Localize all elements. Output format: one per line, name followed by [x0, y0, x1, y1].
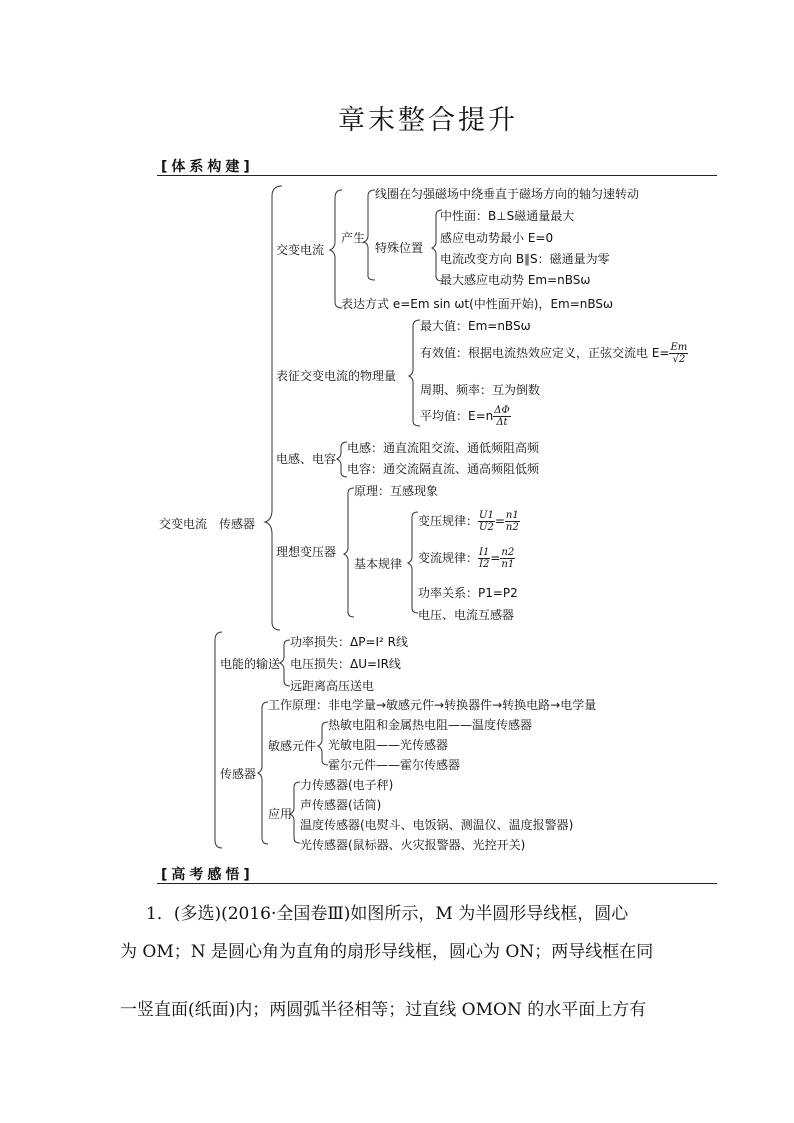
node-special: 特殊位置	[375, 241, 424, 255]
leaf-force: 力传感器(电子秤)	[300, 778, 394, 792]
leaf-temp: 温度传感器(电熨斗、电饭锅、测温仪、温度报警器)	[300, 818, 574, 832]
leaf-neutral: 中性面：B⊥S磁通量最大	[440, 209, 575, 223]
question-line: 1．(多选)(2016·全国卷Ⅲ)如图所示，M 为半圆形导线框，圆心	[146, 904, 629, 924]
section-exam-heading: [高考感悟]	[161, 867, 254, 883]
brace-lc	[337, 442, 347, 477]
leaf-principle: 原理：互感现象	[354, 484, 439, 498]
brace-quantities	[409, 320, 420, 426]
brace-generate	[364, 190, 375, 280]
leaf-period: 周期、频率：互为倒数	[420, 383, 541, 397]
brace-ac	[330, 190, 342, 308]
question-line: 为 OM；N 是圆心角为直角的扇形导线框，圆心为 ON；两导线框在同	[120, 942, 654, 962]
section-system-heading: [体系构建]	[161, 159, 254, 175]
leaf-u-loss: 电压损失：ΔU=IR线	[290, 657, 401, 671]
node-quantities: 表征交变电流的物理量	[276, 369, 397, 383]
leaf-emf-max: 最大感应电动势 Em=nBSω	[440, 273, 591, 287]
leaf-power-rel: 功率关系：P1=P2	[418, 586, 518, 600]
leaf-gen-rule: 线圈在匀强磁场中绕垂直于磁场方向的轴匀速转动	[375, 187, 640, 201]
node-transmission: 电能的输送	[220, 657, 281, 671]
leaf-dir-change: 电流改变方向 B∥S：磁通量为零	[440, 252, 610, 266]
node-generate: 产生	[341, 231, 366, 245]
leaf-light: 光传感器(鼠标器、火灾报警器、光控开关)	[300, 838, 526, 852]
leaf-p-loss: 功率损失：ΔP=I² R线	[290, 635, 409, 649]
leaf-expr: 表达方式 e=Em sin ωt(中性面开始)，Em=nBSω	[341, 297, 614, 311]
node-sensor: 传感器	[220, 767, 257, 781]
leaf-instr: 电压、电流互感器	[418, 608, 515, 622]
brace-basic	[408, 512, 418, 613]
node-basic: 基本规律	[354, 557, 403, 571]
leaf-hall: 霍尔元件——霍尔传感器	[328, 758, 461, 772]
node-root: 交变电流 传感器	[159, 517, 256, 531]
leaf-hv: 远距离高压送电	[290, 679, 375, 693]
node-sensitive: 敏感元件	[268, 739, 317, 753]
brace-transmission	[280, 640, 290, 686]
question-line: 一竖直面(纸面)内；两圆弧半径相等；过直线 OMON 的水平面上方有	[120, 1000, 647, 1020]
leaf-max-val: 最大值：Em=nBSω	[420, 319, 531, 333]
node-ac: 交变电流	[276, 243, 325, 257]
leaf-voltage-rule: 变压规律： $\frac{U1}{U2}$ = $\frac{n1}{n2}$	[418, 510, 519, 533]
leaf-capacitor: 电容：通交流隔直流、通高频阻低频	[347, 462, 540, 476]
leaf-avg-val: 平均值：E=n $\frac{\Delta\Phi}{\Delta t}$	[420, 405, 510, 428]
leaf-photoresistor: 光敏电阻——光传感器	[328, 738, 449, 752]
leaf-current-rule: 变流规律： $\frac{I1}{I2}$ = $\frac{n2}{n1}$	[418, 547, 515, 570]
leaf-thermistor: 热敏电阻和金属热电阻——温度传感器	[328, 718, 533, 732]
brace-sensor	[258, 702, 268, 844]
node-transformer: 理想变压器	[276, 545, 337, 559]
leaf-eff-val: 有效值：根据电流热效应定义，正弦交流电 E= $\frac{Em}{√2}$	[420, 342, 688, 365]
leaf-inductor: 电感：通直流阻交流、通低频阻高频	[347, 441, 540, 455]
section-divider	[157, 883, 717, 884]
leaf-sound: 声传感器(话筒)	[300, 798, 382, 812]
node-application: 应用	[268, 807, 293, 821]
leaf-work-principle: 工作原理：非电学量→敏感元件→转换器件→转换电路→电学量	[268, 698, 597, 712]
brace-transformer	[344, 488, 354, 617]
leaf-emf-min: 感应电动势最小 E=0	[440, 231, 554, 245]
brace-sensitive	[318, 722, 328, 765]
node-lc: 电感、电容	[276, 452, 337, 466]
page-title: 章末整合提升	[338, 105, 518, 136]
